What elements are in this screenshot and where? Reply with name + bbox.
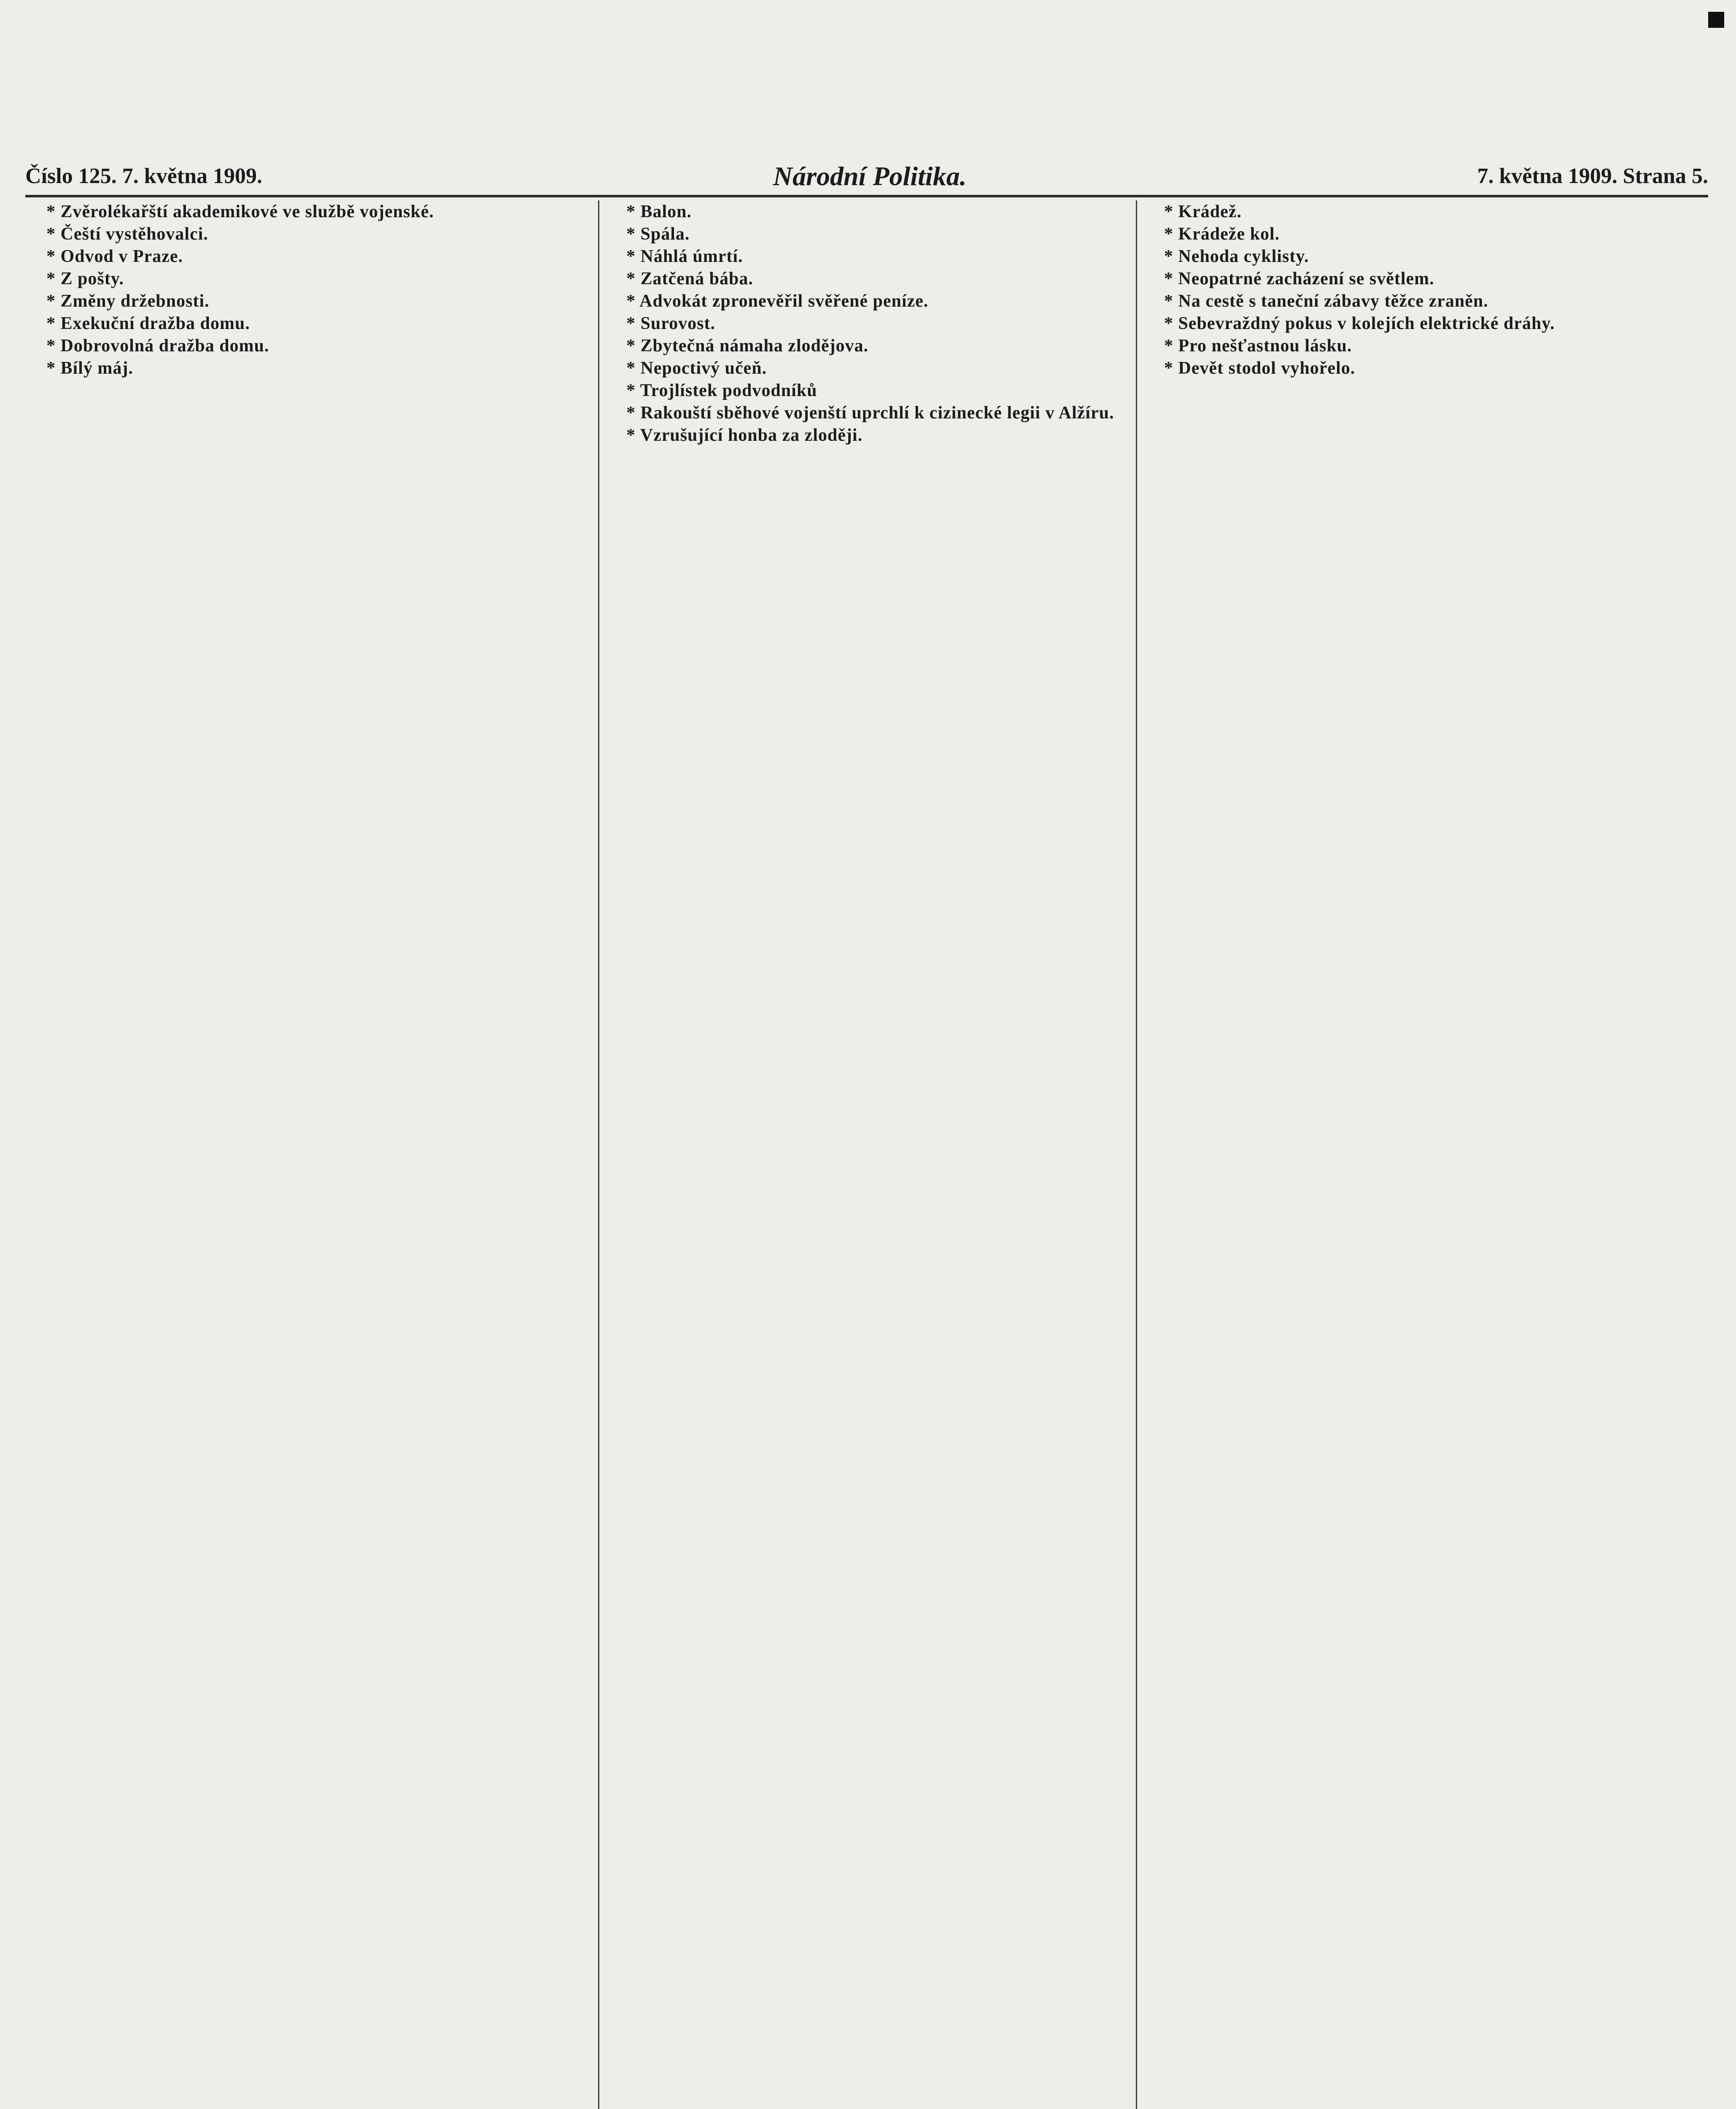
article-lead: * Na cestě s taneční zábavy těžce zraněn.	[1164, 291, 1488, 311]
article-lead: * Zbytečná námaha zlodějova.	[626, 336, 868, 356]
article-lead: * Bílý máj.	[46, 359, 133, 378]
article	[609, 224, 1124, 245]
article	[1147, 201, 1712, 223]
article-lead: * Advokát zpronevěřil svěřené peníze.	[626, 291, 929, 311]
column-3	[1147, 200, 1712, 2109]
article-lead: * Pro nešťastnou lásku.	[1164, 336, 1352, 356]
article	[1147, 268, 1712, 290]
masthead-title: Národní Politika.	[773, 161, 967, 191]
article	[30, 201, 586, 223]
article	[30, 246, 586, 267]
article-lead: * Krádež.	[1164, 202, 1242, 221]
article	[1147, 224, 1712, 245]
article	[609, 313, 1124, 334]
article	[1147, 313, 1712, 334]
header-rule	[25, 195, 1708, 197]
article-lead: * Změny držebnosti.	[46, 291, 210, 311]
article-lead: * Spála.	[626, 224, 690, 244]
article	[609, 268, 1124, 290]
article-lead: * Nepoctivý učeň.	[626, 359, 767, 378]
article	[30, 335, 586, 357]
article-lead: * Čeští vystěhovalci.	[46, 224, 208, 244]
article-lead: * Sebevraždný pokus v kolejích elektrické dráhy.	[1164, 314, 1555, 333]
article	[1147, 246, 1712, 267]
page-header	[25, 160, 1708, 192]
article	[609, 291, 1124, 312]
article	[609, 246, 1124, 267]
column-1	[30, 200, 586, 2109]
article	[1147, 291, 1712, 312]
article-lead: * Trojlístek podvodníků	[626, 381, 817, 400]
article	[609, 358, 1124, 379]
article	[30, 268, 586, 290]
article-lead: * Odvod v Praze.	[46, 247, 183, 266]
issue-date: Číslo 125. 7. května 1909.	[25, 164, 262, 188]
article-lead: * Exekuční dražba domu.	[46, 314, 250, 333]
article	[609, 402, 1124, 424]
article-lead: * Dobrovolná dražba domu.	[46, 336, 270, 356]
article	[30, 224, 586, 245]
column-divider	[598, 200, 599, 2109]
article	[1147, 335, 1712, 357]
article	[609, 335, 1124, 357]
article-lead: * Rakouští sběhové vojenští uprchlí k cizinecké legii v Alžíru.	[626, 403, 1114, 423]
article	[609, 380, 1124, 402]
article-lead: * Zatčená bába.	[626, 269, 753, 289]
article-lead: * Surovost.	[626, 314, 715, 333]
article-lead: * Nehoda cyklisty.	[1164, 247, 1309, 266]
article	[609, 425, 1124, 446]
column-2	[609, 200, 1124, 2109]
article-lead: * Neopatrné zacházení se světlem.	[1164, 269, 1434, 289]
article-lead: * Náhlá úmrtí.	[626, 247, 743, 266]
column-divider	[1136, 200, 1137, 2109]
article-lead: * Krádeže kol.	[1164, 224, 1280, 244]
article-lead: * Vzrušující honba za zloději.	[626, 426, 863, 445]
article	[30, 358, 586, 379]
article	[30, 313, 586, 334]
article-lead: * Zvěrolékařští akademikové ve službě vojenské.	[46, 202, 434, 221]
article	[30, 291, 586, 312]
article	[1147, 358, 1712, 379]
scan-corner-mark	[1708, 12, 1724, 28]
page-reference: 7. května 1909. Strana 5.	[1477, 164, 1708, 188]
article-lead: * Devět stodol vyhořelo.	[1164, 359, 1356, 378]
article	[609, 201, 1124, 223]
article-lead: * Balon.	[626, 202, 692, 221]
article-lead: * Z pošty.	[46, 269, 124, 289]
